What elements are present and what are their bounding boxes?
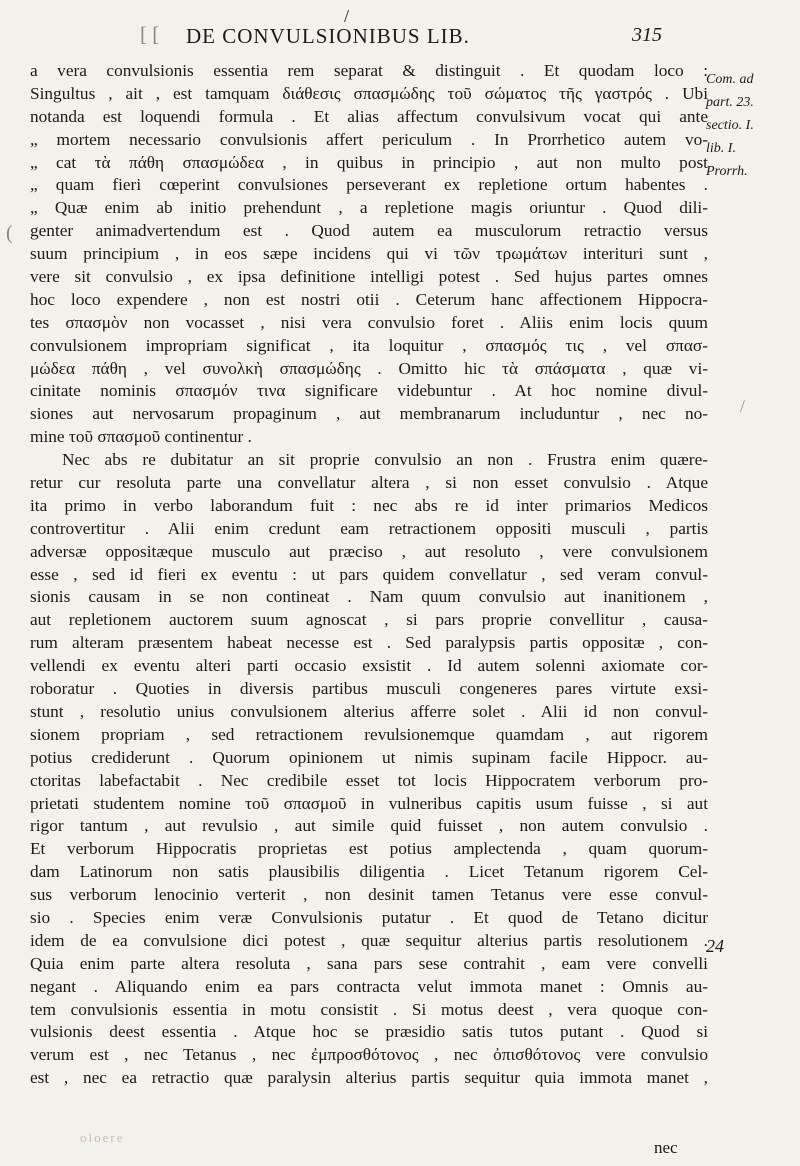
text-line: convulsionem impropriam significat , ita loquitur , σπασμός τις , vel σπασ- [30,335,708,355]
text-line: sionem propriam , sed retractionem revulsionemque quamdam , aut rigorem [30,724,708,744]
text-line: „ mortem necessario convulsionis affert periculum . In Prorrhetico autem vo- [30,129,708,149]
text-line: a vera convulsionis essentia rem separat & distinguit . Et quodam loco : [30,61,708,80]
text-line: retur cur resoluta parte una convellatur altera , si non esset convulsio . Atque [30,473,708,493]
text-line: genter animadvertendum est . Quod autem ea musculorum retractio versus [30,221,708,241]
text-line: stunt , resolutio unius convulsionem alterius afferre solet . Alii id non convul- [30,701,708,721]
text-line: tes σπασμὸν non vocasset , nisi vera convulsio foret . Aliis enim locis quum [30,312,708,332]
header-bracket: [ [ [140,22,160,46]
text-line: Nec abs re dubitatur an sit proprie convulsio an non . Frustra enim quære- [62,450,708,470]
text-line: „ Quæ enim ab initio prehendunt , a repletione magis oriuntur . Quod dili- [30,198,708,218]
text-line: prietati studentem nomine τοῦ σπασμοῦ in vulneribus capitis usum fuisse , si aut [30,793,708,813]
margin-note-line: part. 23. [706,95,754,110]
page-number: 315 [632,24,662,46]
text-line: controvertitur . Alii enim credunt eam retractionem oppositi musculi , partis [30,518,708,538]
text-line: Et verborum Hippocratis proprietas est potius amplectenda , quam quorum- [30,839,708,859]
text-line: Singultus , ait , est tamquam διάθεσις σπασμώδης τοῦ σώματος τῆς γαστρός . Ubi [30,83,708,103]
text-line: tem convulsionis essentia in motu consistit . Si motus deest , vera quoque con- [30,999,708,1019]
catchword: nec [654,1138,678,1157]
text-line: sionis causam in se non contineat . Nam quum convulsio aut inanitionem , [30,587,708,607]
text-line: potius crediderunt . Quorum opinionem ut nimis supinam facile Hippocr. au- [30,747,708,767]
right-margin-mark: / [740,396,746,416]
text-line: cinitate nominis σπασμόν τινα significare videbuntur . At hoc nomine divul- [30,381,708,401]
text-line: roboratur . Quoties in diversis partibus musculi congeneres pares virtute exsi- [30,679,708,699]
running-header [120,20,680,56]
text-line: rigor tantum , aut revulsio , aut simile quid fuisset , non autem convulsio . [30,816,708,836]
text-line: esse , sed id fieri ex eventu : ut pars quidem convellatur , sed veram convul- [30,564,708,584]
text-line: rum alteram præsentem habeat necesse est . Sed paralypsis partis oppositæ , con- [30,633,708,653]
text-line: siones aut nervosarum propaginum , aut membranarum includuntur , nec no- [30,404,708,424]
bleed-through-text: oloere [80,1130,125,1145]
text-line: mine τοῦ σπασμοῦ continentur . [30,427,252,447]
text-line: sio . Species enim veræ Convulsionis putatur . Et quod de Tetano dicitur [30,907,708,927]
text-line: hoc loco expendere , non est nostri otii . Ceterum hanc affectionem Hippocra- [30,289,708,309]
text-line: verum est , nec Tetanus , nec ἐμπροσθότονος , nec ὀπισθότονος vere convulsio [30,1045,708,1065]
header-title: DE CONVULSIONIBUS LIB. [186,24,470,48]
text-line: dam Latinorum non satis plausibilis diligentia . Licet Tetanum rigorem Cel- [30,862,708,882]
text-line: „ quam fieri cœperint convulsiones perseverant ex repletione ortum habentes . [30,175,708,195]
text-line: est , nec ea retractio quæ paralysin alterius partis sequitur quia immota manet , [30,1068,708,1088]
text-line: negant . Aliquando enim ea pars contracta velut immota manet : Omnis au- [30,976,708,996]
text-line: „ cat τὰ πάθη σπασμώδεα , in quibus in principio , aut non multo post [30,152,708,172]
text-line: aut repletionem auctorem suum agnoscat , si pars proprie convellitur , causa- [30,610,708,630]
text-line: Quia enim parte altera resoluta , sana pars sese contrahit , eam vere convelli [30,953,708,973]
margin-note-line: Prorrh. [706,164,748,179]
margin-note-line: lib. I. [706,141,736,156]
text-line: vere sit convulsio , ex ipsa definitione intelligi potest . Sed hujus partes omnes [30,267,708,287]
text-line: vulsionis deest essentia . Atque hoc se præsidio satis tutos putant . Quod si [30,1022,708,1042]
margin-note-line: sectio. I. [706,118,754,133]
left-margin-mark: ( [6,222,13,244]
text-line: suum principium , in eos sæpe incidens qui vi τῶν τρωμάτων interituri sunt , [30,244,708,264]
text-line: vellendi ex eventu alteri parti occasio exsistit . Id autem solenni axiomate cor- [30,656,708,676]
pen-mark: / [344,6,350,26]
margin-annotation: 24 [706,936,724,956]
margin-note [706,68,796,183]
text-line: sus verborum lenocinio verterit , non desinit tamen Tetanus vere esse convul- [30,885,708,905]
main-text [30,60,708,1090]
text-line: notanda est loquendi formula . Et alias affectum convulsivum vocat qui ante [30,106,708,126]
text-line: adversæ oppositæque musculo aut præciso , aut resoluto , vere convulsionem [30,541,708,561]
margin-note-line: Com. ad [706,72,754,87]
text-line: ita primo in verbo laborandum fuit : nec abs re id inter primarios Medicos [30,495,708,515]
text-line: ctoritas labefactabit . Nec credibile esset tot locis Hippocratem verborum pro- [30,770,708,790]
text-line: idem de ea convulsione dici potest , quæ sequitur alterius partis resolutionem . [30,930,708,950]
text-line: μώδεα πάθη , vel συνολκὴ σπασμώδης . Omitto hic τὰ σπάσματα , quæ vi- [30,358,708,378]
